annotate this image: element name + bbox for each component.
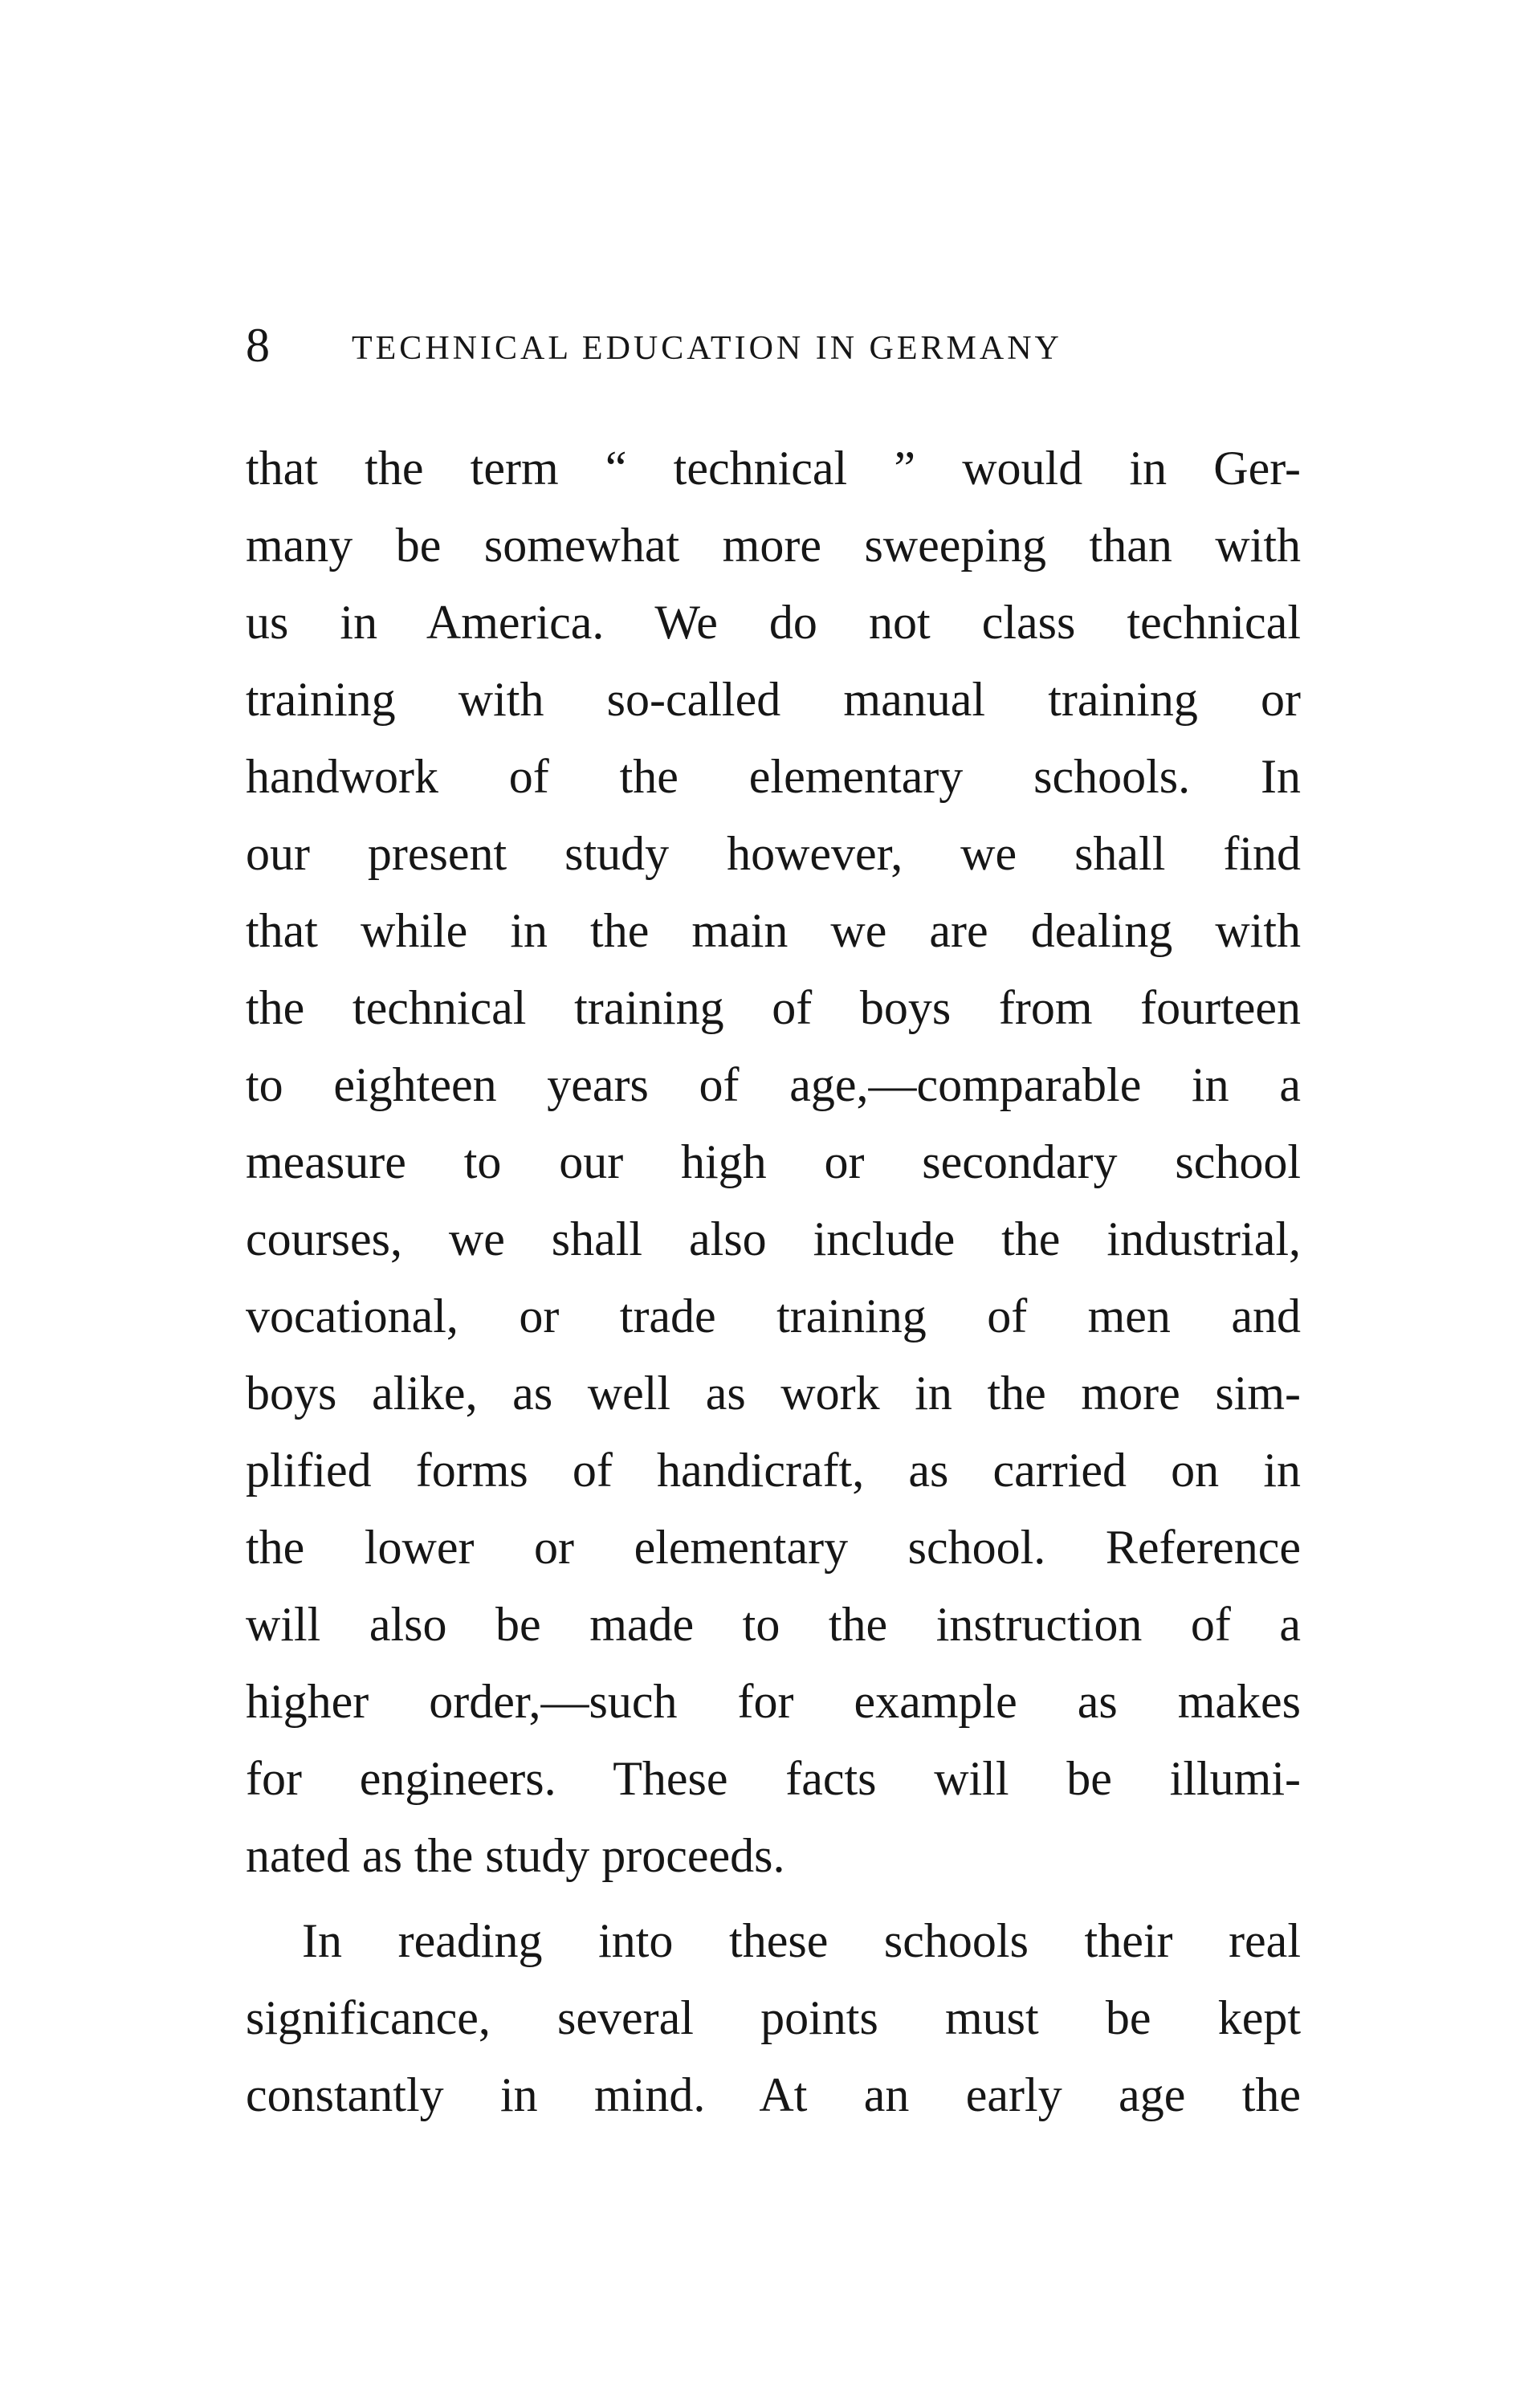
text-line: our present study however, we shall find [246,827,1301,880]
text-line: to eighteen years of age,—comparable in a [246,1058,1301,1111]
text-line: many be somewhat more sweeping than with [246,519,1301,572]
text-line: for engineers. These facts will be illumi- [246,1752,1301,1805]
paragraph-2 [246,1902,1301,2133]
text-line: that while in the main we are dealing with [246,904,1301,957]
text-line: the lower or elementary school. Reference [246,1521,1301,1574]
text-line: us in America. We do not class technical [246,596,1301,649]
text-line: that the term “ technical ” would in Ger- [246,442,1301,495]
paragraph-gap [246,1894,1301,1902]
text-line: vocational, or trade training of men and [246,1290,1301,1343]
text-line: significance, several points must be kept [246,1991,1301,2044]
text-line: In reading into these schools their real [302,1914,1301,1967]
text-line: higher order,—such for example as makes [246,1675,1301,1728]
running-head [246,320,1301,371]
page-number: 8 [246,319,270,372]
text-line: measure to our high or secondary school [246,1135,1301,1188]
text-line: plified forms of handicraft, as carried on in [246,1444,1301,1497]
text-line: handwork of the elementary schools. In [246,750,1301,803]
paragraph-1 [246,430,1301,1894]
body-text [246,430,1301,2133]
text-line: nated as the study proceeds. [246,1829,785,1882]
text-line: training with so-called manual training or [246,673,1301,726]
text-line: will also be made to the instruction of a [246,1598,1301,1651]
text-line: constantly in mind. At an early age the [246,2068,1301,2121]
text-line: boys alike, as well as work in the more sim- [246,1367,1301,1420]
text-line: courses, we shall also include the industrial, [246,1212,1301,1265]
running-title: TECHNICAL EDUCATION IN GERMANY [352,330,1062,367]
text-line: the technical training of boys from fourteen [246,981,1301,1034]
